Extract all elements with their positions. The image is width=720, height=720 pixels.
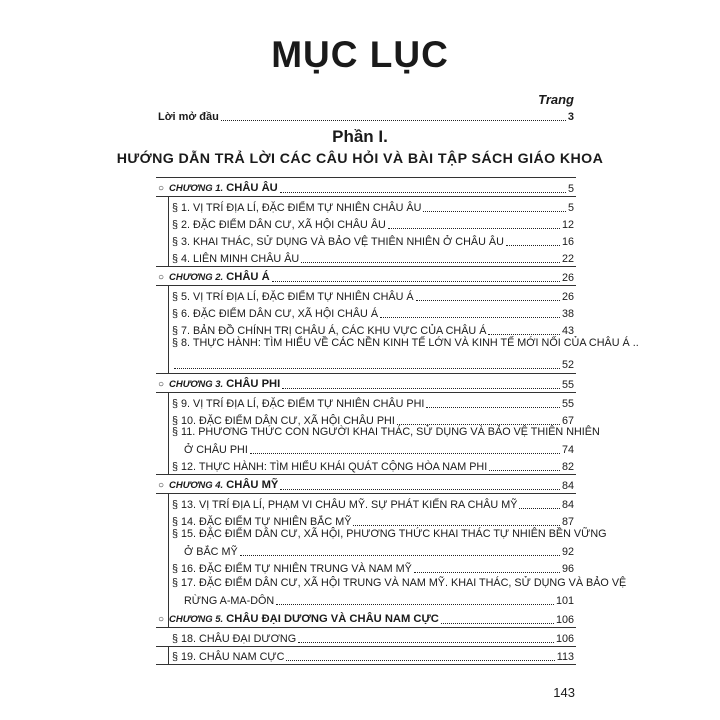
lesson-number: 13.	[181, 499, 197, 511]
toc-lesson-row	[172, 336, 639, 350]
lesson-title: LIÊN MINH CHÂU ÂU	[193, 253, 300, 265]
section-sign: §	[172, 577, 179, 589]
chapter-number: CHƯƠNG 2.	[169, 272, 224, 283]
toc-lesson-row	[172, 646, 574, 664]
lesson-number: 10.	[181, 415, 197, 427]
lesson-page: 82	[561, 461, 574, 473]
lesson-title-continuation: Ở BẮC MỸ	[184, 546, 238, 558]
chapter-page: 106	[555, 614, 574, 626]
chapter-title: CHÂU MỸ	[226, 479, 279, 491]
lesson-title-continuation: RỪNG A-MA-DÔN	[184, 595, 275, 607]
section-sign: §	[172, 253, 179, 265]
lesson-number: 17.	[181, 577, 197, 589]
lesson-number: 7.	[181, 325, 191, 337]
toc-lesson-row	[172, 197, 574, 215]
divider	[168, 392, 169, 474]
toc-lesson-row	[172, 393, 574, 411]
lesson-title: THỰC HÀNH: TÌM HIỂU KHÁI QUÁT CỘNG HÒA NAM PHI	[198, 461, 488, 473]
chapter-page: 5	[567, 183, 574, 195]
dot-leader	[380, 317, 560, 318]
lesson-page: 101	[555, 595, 574, 607]
dot-leader	[272, 281, 560, 282]
lesson-title: ĐẶC ĐIỂM DÂN CƯ, XÃ HỘI, PHƯƠNG THỨC KHAI THÁC TỰ NHIÊN BỀN VỮNG	[199, 528, 607, 540]
dot-leader	[423, 211, 566, 212]
divider	[168, 493, 169, 627]
lesson-page: 43	[561, 325, 574, 337]
divider	[168, 285, 169, 373]
toc-lesson-row	[172, 494, 574, 512]
chapter-number: CHƯƠNG 4.	[169, 480, 224, 491]
toc-lesson-row	[172, 558, 574, 576]
section-sign: §	[172, 202, 179, 214]
lesson-number: 18.	[181, 633, 197, 645]
dot-leader	[489, 470, 560, 471]
lesson-title-continuation: Ở CHÂU PHI	[184, 444, 248, 456]
dot-leader	[441, 623, 554, 624]
lesson-title: ĐẶC ĐIỂM DÂN CƯ, XÃ HỘI CHÂU Á	[193, 308, 379, 320]
lesson-title: VỊ TRÍ ĐỊA LÍ, ĐẶC ĐIỂM TỰ NHIÊN CHÂU ÂU	[193, 202, 422, 214]
lesson-number: 16.	[181, 563, 197, 575]
chapter-bullet-icon: ○	[158, 183, 165, 194]
chapter-title: CHÂU ĐẠI DƯƠNG VÀ CHÂU NAM CỰC	[226, 613, 439, 625]
section-sign: §	[172, 516, 179, 528]
lesson-page: 52	[561, 359, 574, 371]
lesson-number: 1.	[181, 202, 191, 214]
chapter-number: CHƯƠNG 3.	[169, 379, 224, 390]
lesson-page: 16	[561, 236, 574, 248]
lesson-page: 84	[561, 499, 574, 511]
dot-leader	[519, 508, 560, 509]
section-sign: §	[172, 633, 179, 645]
chapter-bullet-icon: ○	[158, 614, 165, 625]
dot-leader	[282, 388, 560, 389]
page-number: 143	[553, 685, 575, 700]
lesson-page: 5	[567, 202, 574, 214]
toc-lesson-continuation	[172, 590, 574, 608]
chapter-title: CHÂU PHI	[226, 378, 281, 390]
dot-leader	[388, 228, 560, 229]
lesson-page: 67	[561, 415, 574, 427]
toc-intro-row	[158, 106, 574, 124]
lesson-title: ĐẶC ĐIỂM DÂN CƯ, XÃ HỘI CHÂU ÂU	[193, 219, 386, 231]
chapter-title: CHÂU ÂU	[226, 182, 278, 194]
lesson-number: 19.	[181, 651, 197, 663]
section-sign: §	[172, 499, 179, 511]
lesson-number: 6.	[181, 308, 191, 320]
lesson-number: 12.	[181, 461, 197, 473]
toc-lesson-row	[172, 425, 600, 439]
toc-chapter-row	[158, 609, 574, 627]
lesson-title: KHAI THÁC, SỬ DỤNG VÀ BẢO VỆ THIÊN NHIÊN Ở CHÂU ÂU	[193, 236, 504, 248]
lesson-page: 92	[561, 546, 574, 558]
section-sign: §	[172, 426, 179, 438]
part-title: Phần I.	[332, 127, 388, 146]
section-sign: §	[172, 528, 179, 540]
lesson-page: 12	[561, 219, 574, 231]
chapter-title: CHÂU Á	[226, 271, 270, 283]
lesson-title: CHÂU NAM CỰC	[199, 651, 285, 663]
dot-leader	[301, 262, 560, 263]
toc-intro-page: 3	[567, 111, 574, 123]
lesson-number: 9.	[181, 398, 191, 410]
toc-lesson-continuation	[172, 354, 574, 372]
dot-leader	[276, 604, 554, 605]
lesson-number: 15.	[181, 528, 197, 540]
lesson-title: THỰC HÀNH: TÌM HIỂU VỀ CÁC NỀN KINH TẾ LỚN VÀ KINH TẾ MỚI NỔI CỦA CHÂU Á ..	[192, 337, 639, 349]
page-title: MỤC LỤC	[271, 34, 449, 75]
dot-leader	[416, 300, 560, 301]
section-sign: §	[172, 651, 179, 663]
dot-leader	[280, 192, 566, 193]
dot-leader	[298, 642, 554, 643]
section-sign: §	[172, 337, 179, 349]
lesson-title: ĐẶC ĐIỂM DÂN CƯ, XÃ HỘI CHÂU PHI	[199, 415, 395, 427]
lesson-page: 106	[555, 633, 574, 645]
lesson-title: ĐẶC ĐIỂM TỰ NHIÊN BẮC MỸ	[199, 516, 352, 528]
dot-leader	[280, 489, 560, 490]
divider	[156, 664, 576, 665]
lesson-number: 14.	[181, 516, 197, 528]
chapter-bullet-icon: ○	[158, 480, 165, 491]
lesson-number: 2.	[181, 219, 191, 231]
dot-leader	[353, 525, 560, 526]
dot-leader	[506, 245, 560, 246]
lesson-number: 8.	[181, 337, 191, 349]
lesson-page: 113	[556, 651, 574, 663]
lesson-page: 38	[561, 308, 574, 320]
dot-leader	[414, 572, 560, 573]
toc-chapter-row	[158, 475, 574, 493]
dot-leader	[286, 660, 554, 661]
lesson-title: VỊ TRÍ ĐỊA LÍ, ĐẶC ĐIỂM TỰ NHIÊN CHÂU PHI	[193, 398, 425, 410]
toc-lesson-row	[172, 628, 574, 646]
lesson-page: 74	[561, 444, 574, 456]
section-sign: §	[172, 308, 179, 320]
section-sign: §	[172, 325, 179, 337]
toc-intro-label: Lời mở đầu	[158, 111, 219, 123]
divider	[168, 196, 169, 266]
lesson-title: VỊ TRÍ ĐỊA LÍ, ĐẶC ĐIỂM TỰ NHIÊN CHÂU Á	[193, 291, 414, 303]
chapter-bullet-icon: ○	[158, 379, 165, 390]
page-column-header: Trang	[538, 92, 574, 107]
dot-leader	[250, 453, 560, 454]
chapter-page: 84	[561, 480, 574, 492]
dot-leader	[174, 368, 560, 369]
lesson-title: ĐẶC ĐIỂM TỰ NHIÊN TRUNG VÀ NAM MỸ	[199, 563, 412, 575]
lesson-page: 55	[561, 398, 574, 410]
part-subtitle: HƯỚNG DẪN TRẢ LỜI CÁC CÂU HỎI VÀ BÀI TẬP SÁCH GIÁO KHOA	[116, 151, 604, 167]
section-sign: §	[172, 398, 179, 410]
chapter-number: CHƯƠNG 1.	[169, 183, 224, 194]
section-sign: §	[172, 219, 179, 231]
dot-leader	[488, 334, 560, 335]
lesson-page: 22	[561, 253, 574, 265]
lesson-title: BẢN ĐỒ CHÍNH TRỊ CHÂU Á, CÁC KHU VỰC CỦA CHÂU Á	[193, 325, 487, 337]
lesson-number: 4.	[181, 253, 191, 265]
section-sign: §	[172, 291, 179, 303]
chapter-page: 26	[561, 272, 574, 284]
lesson-page: 26	[561, 291, 574, 303]
lesson-title: VỊ TRÍ ĐỊA LÍ, PHẠM VI CHÂU MỸ. SỰ PHÁT KIẾN RA CHÂU MỸ	[199, 499, 518, 511]
section-sign: §	[172, 415, 179, 427]
lesson-number: 5.	[181, 291, 191, 303]
dot-leader	[426, 407, 560, 408]
divider	[168, 646, 169, 664]
toc-lesson-row	[172, 286, 574, 304]
toc-lesson-row	[172, 527, 607, 541]
lesson-page: 96	[561, 563, 574, 575]
lesson-title: CHÂU ĐẠI DƯƠNG	[199, 633, 297, 645]
lesson-number: 3.	[181, 236, 191, 248]
toc-lesson-row	[172, 576, 626, 590]
chapter-page: 55	[561, 379, 574, 391]
dot-leader	[240, 555, 560, 556]
toc-lesson-continuation	[172, 439, 574, 457]
toc-chapter-row	[158, 178, 574, 196]
toc-lesson-row	[172, 456, 574, 474]
lesson-title: ĐẶC ĐIỂM DÂN CƯ, XÃ HỘI TRUNG VÀ NAM MỸ. KHAI THÁC, SỬ DỤNG VÀ BẢO VỆ	[199, 577, 627, 589]
lesson-number: 11.	[181, 426, 196, 438]
dot-leader	[221, 120, 566, 121]
toc-lesson-row	[172, 248, 574, 266]
toc-lesson-continuation	[172, 541, 574, 559]
section-sign: §	[172, 236, 179, 248]
chapter-number: CHƯƠNG 5.	[169, 614, 224, 625]
toc-chapter-row	[158, 267, 574, 285]
section-sign: §	[172, 563, 179, 575]
chapter-bullet-icon: ○	[158, 272, 165, 283]
toc-lesson-row	[172, 231, 574, 249]
lesson-page: 87	[561, 516, 574, 528]
toc-chapter-row	[158, 374, 574, 392]
lesson-title: PHƯƠNG THỨC CON NGƯỜI KHAI THÁC, SỬ DỤNG VÀ BẢO VỆ THIÊN NHIÊN	[198, 426, 600, 438]
toc-lesson-row	[172, 303, 574, 321]
toc-lesson-row	[172, 214, 574, 232]
section-sign: §	[172, 461, 179, 473]
